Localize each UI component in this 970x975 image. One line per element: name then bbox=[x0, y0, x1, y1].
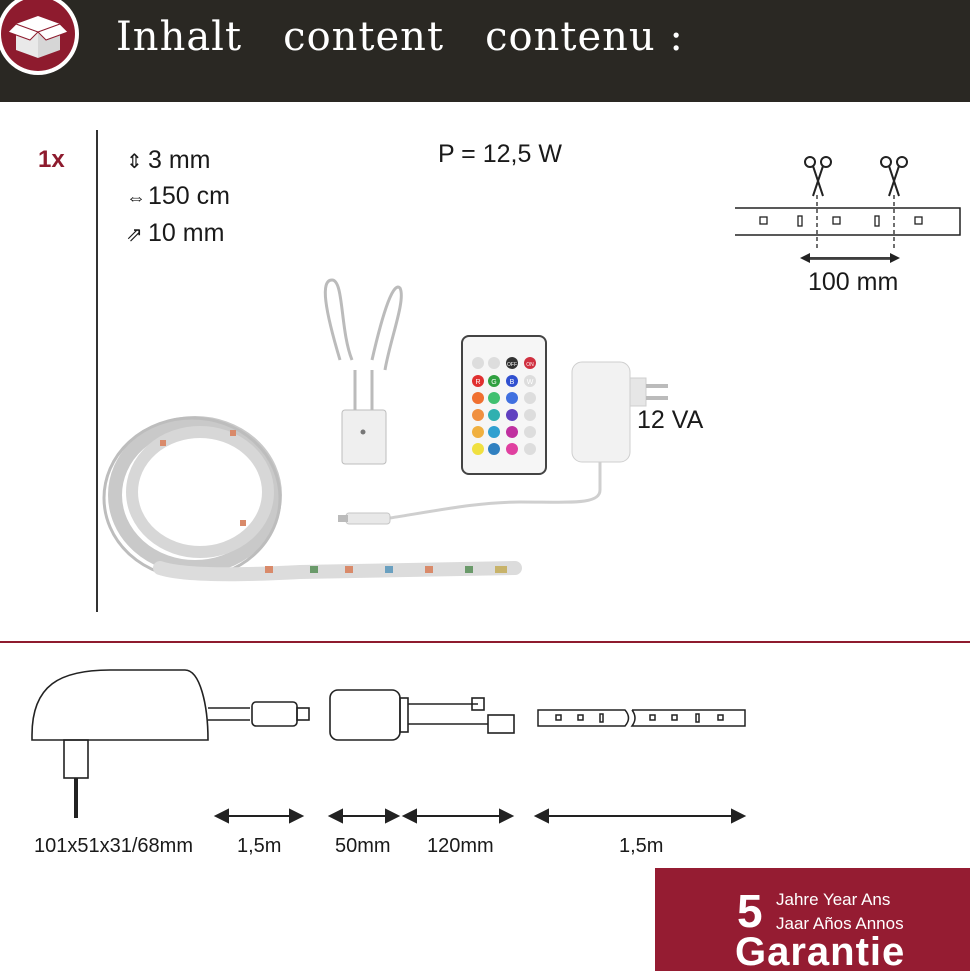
header-title: Inhalt content contenu : bbox=[116, 14, 684, 60]
adapter-drawing bbox=[32, 670, 309, 818]
guarantee-line-2: Jaar Años Annos bbox=[776, 914, 904, 933]
guarantee-line-1: Jahre Year Ans bbox=[776, 890, 891, 909]
length-spec bbox=[126, 182, 230, 211]
width-spec bbox=[126, 219, 224, 248]
width-value: 10 mm bbox=[148, 219, 225, 247]
remote-key-label: ON bbox=[526, 362, 534, 368]
guarantee-years: 5 bbox=[737, 885, 763, 937]
quantity-label: 1x bbox=[38, 146, 65, 173]
scissors-icon bbox=[881, 157, 907, 196]
product-illustration bbox=[100, 270, 700, 600]
diagonal-arrow-icon: ⇗ bbox=[126, 224, 143, 246]
length-value: 150 cm bbox=[148, 182, 230, 210]
scissors-icon bbox=[805, 157, 831, 196]
adapter-rating: 12 VA bbox=[637, 406, 704, 434]
box-icon bbox=[0, 0, 82, 84]
cut-interval-label: 100 mm bbox=[808, 268, 899, 296]
vertical-divider bbox=[96, 130, 98, 612]
adapter-cable-length: 1,5m bbox=[237, 835, 282, 857]
remote-key-label: B bbox=[509, 379, 515, 386]
power-rating: P = 12,5 W bbox=[438, 140, 562, 168]
controller-box bbox=[325, 280, 401, 464]
remote-key-label: G bbox=[491, 379, 497, 386]
section-divider bbox=[0, 641, 970, 643]
cut-interval-arrow bbox=[800, 250, 900, 266]
adapter-dimension: 101x51x31/68mm bbox=[34, 835, 193, 857]
component-drawings bbox=[20, 660, 760, 830]
remote-key-label: OFF bbox=[507, 362, 517, 368]
cut-diagram bbox=[730, 150, 970, 260]
height-value: 3 mm bbox=[148, 146, 211, 174]
remote-key-label: W bbox=[526, 379, 534, 386]
controller-drawing bbox=[330, 690, 514, 740]
vertical-arrow-icon: ⇕ bbox=[126, 151, 143, 173]
remote-key-label: R bbox=[475, 379, 481, 386]
height-spec bbox=[126, 146, 211, 175]
controller-dimension: 50mm bbox=[335, 835, 391, 857]
remote-control bbox=[462, 336, 546, 474]
guarantee-word: Garantie bbox=[735, 930, 906, 974]
controller-cable-length: 120mm bbox=[427, 835, 494, 857]
horizontal-arrow-icon: ⇔ bbox=[126, 187, 146, 209]
strip-length: 1,5m bbox=[619, 835, 664, 857]
strip-drawing bbox=[538, 710, 745, 726]
dimension-arrows bbox=[210, 806, 755, 826]
